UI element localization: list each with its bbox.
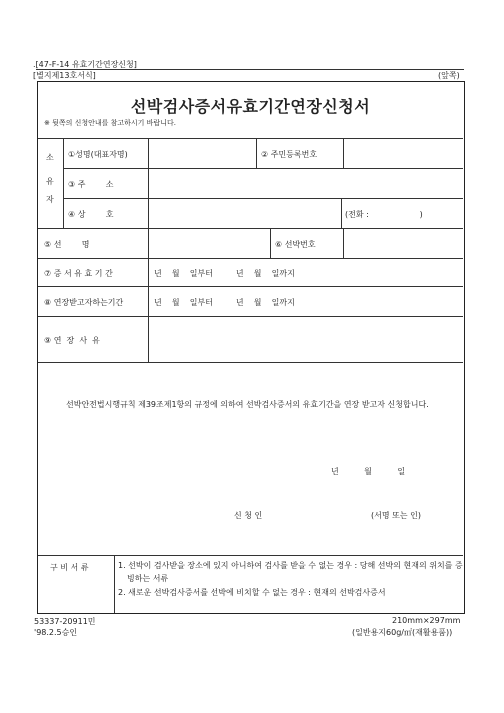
reg-no-label: ② 주민등록번호 xyxy=(261,150,318,159)
col-divider xyxy=(148,138,149,362)
row-divider xyxy=(63,168,463,169)
col-divider xyxy=(270,228,271,258)
phone-label: (전화 : ) xyxy=(345,210,423,219)
row-divider xyxy=(38,362,463,363)
date-line: 년 월 일 xyxy=(331,467,406,476)
cert-period-label: ⑦ 증 서 유 효 기 간 xyxy=(44,269,113,278)
owner-label-char: 소 xyxy=(46,153,54,162)
cert-period-value: 년 월 일부터 년 월 일까지 xyxy=(154,269,295,278)
col-divider xyxy=(343,228,344,258)
footer-approval: '98.2.5승인 xyxy=(34,628,78,637)
signature-note: (서명 또는 인) xyxy=(371,511,421,520)
required-doc-item: 1. 선박이 검사받을 장소에 있지 아니하여 검사를 받을 수 없는 경우 : 당해 선박의 현재의 위치를 증빙하는 서류 xyxy=(118,561,463,583)
form-code: .[47-F-14 유효기간연장신청] xyxy=(33,60,137,69)
docs-label: 구 비 서 류 xyxy=(50,563,89,572)
row-divider xyxy=(38,138,463,139)
reason-label: ⑨ 연 장 사 유 xyxy=(44,336,100,345)
form-number: [별지제13호서식] xyxy=(33,71,96,80)
header-rule xyxy=(36,69,464,70)
paper-size: 210mm×297mm xyxy=(392,616,461,625)
page-side-label: (앞쪽) xyxy=(438,71,460,80)
row-divider xyxy=(38,228,463,229)
ship-no-label: ⑥ 선박번호 xyxy=(275,240,316,249)
col-divider xyxy=(343,138,344,168)
row-divider xyxy=(63,198,463,199)
owner-label-char: 자 xyxy=(46,195,54,204)
form-title: 선박검사증서유효기간연장신청서 xyxy=(130,97,371,116)
col-divider xyxy=(63,138,64,228)
name-label: ①성명(대표자명) xyxy=(68,150,128,159)
guidance-note: ※ 뒷쪽의 신청안내를 참고하시기 바랍니다. xyxy=(44,119,176,127)
paper-spec: (일반용지60g/㎡(재활용품)) xyxy=(352,628,453,637)
ext-period-label: ⑧ 연장받고자하는기간 xyxy=(44,298,124,307)
application-form xyxy=(37,81,465,614)
address-label: ③ 주 소 xyxy=(68,180,114,189)
row-divider xyxy=(38,555,463,556)
ship-name-label: ⑤ 선 명 xyxy=(44,240,90,249)
footer-code: 53337-20911민 xyxy=(34,617,96,626)
owner-label-char: 유 xyxy=(46,177,54,186)
applicant-label: 신 청 인 xyxy=(234,511,263,520)
col-divider xyxy=(341,198,342,228)
col-divider xyxy=(114,555,115,613)
col-divider xyxy=(256,138,257,168)
application-statement: 선박안전법시행규칙 제39조제1항의 규정에 의하여 선박검사증서의 유효기간을 연장 받고자 신청합니다. xyxy=(66,400,429,409)
business-label: ④ 상 호 xyxy=(68,210,114,219)
row-divider xyxy=(38,316,463,317)
ext-period-value: 년 월 일부터 년 월 일까지 xyxy=(154,298,295,307)
required-doc-item: 2. 새로운 선박검사증서를 선박에 비치할 수 없는 경우 : 현재의 선박검사증서 xyxy=(118,588,386,597)
row-divider xyxy=(38,258,463,259)
row-divider xyxy=(38,286,463,287)
